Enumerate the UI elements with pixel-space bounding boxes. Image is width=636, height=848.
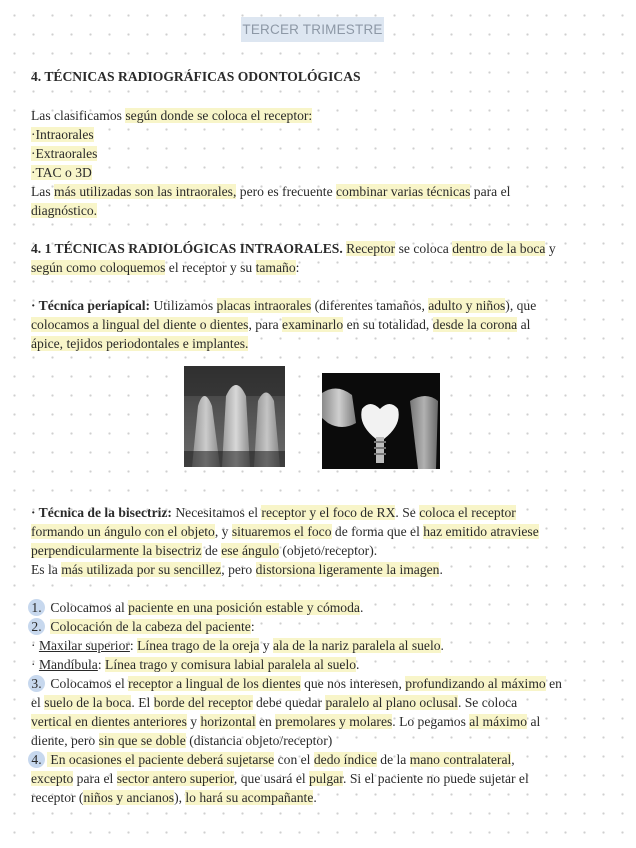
step-3-line: vertical en dientes anteriores y horizontal en premolares y molares. Lo pegamos al máximo al bbox=[31, 714, 541, 729]
list-item: ·Intraorales bbox=[31, 127, 94, 142]
bisectriz-line: · Técnica de la bisectriz: Necesitamos el receptor y el foco de RX. Se coloca el receptor bbox=[31, 505, 516, 520]
bisectriz-line: Es la más utilizada por su sencillez, pero distorsiona ligeramente la imagen. bbox=[31, 562, 443, 577]
summary-line: Las más utilizadas son las intraorales, pero es frecuente combinar varias técnicas para el bbox=[31, 184, 511, 199]
header-tag: TERCER TRIMESTRE bbox=[241, 17, 384, 42]
step-2-mandibula: · Mandíbula: Línea trago y comisura labial paralela al suelo. bbox=[31, 657, 360, 672]
intro-line: Las clasificamos según donde se coloca el receptor: bbox=[31, 108, 313, 123]
step-number-badge: 1. bbox=[28, 599, 45, 616]
step-2-maxilar: · Maxilar superior: Línea trago de la oreja y ala de la nariz paralela al suelo. bbox=[31, 638, 444, 653]
step-3-line: el suelo de la boca. El borde del receptor debe quedar paralelo al plano oclusal. Se coloca bbox=[31, 695, 518, 710]
bisectriz-line: perpendicularmente la bisectriz de ese ángulo (objeto/receptor). bbox=[31, 543, 378, 558]
step-number-badge: 4. bbox=[28, 751, 45, 768]
periapical-line: ápice, tejidos periodontales e implantes. bbox=[31, 336, 249, 351]
bisectriz-line: formando un ángulo con el objeto, y situaremos el foco de forma que el haz emitido atraviese bbox=[31, 524, 539, 539]
section-title: 4. TÉCNICAS RADIOGRÁFICAS ODONTOLÓGICAS bbox=[31, 69, 361, 84]
step-4: 4. En ocasiones el paciente deberá sujetarse con el dedo índice de la mano contralateral, bbox=[31, 750, 515, 769]
summary-line: diagnóstico. bbox=[31, 203, 98, 218]
list-item: ·Extraorales bbox=[31, 146, 98, 161]
step-4-line: receptor (niños y ancianos), lo hará su acompañante. bbox=[31, 790, 317, 805]
step-3-line: diente, pero sin que se doble (distancia objeto/receptor) bbox=[31, 733, 333, 748]
step-1: 1. Colocamos al paciente en una posición estable y cómoda. bbox=[31, 598, 363, 617]
periapical-xray-image bbox=[184, 366, 285, 467]
step-2: 2. Colocación de la cabeza del paciente: bbox=[31, 617, 255, 636]
subsection-title: 4. 1 TÉCNICAS RADIOLÓGICAS INTRAORALES. Receptor se coloca dentro de la boca y bbox=[31, 241, 556, 256]
step-number-badge: 2. bbox=[28, 618, 45, 635]
paragraph-line: según como coloquemos el receptor y su tamaño: bbox=[31, 260, 300, 275]
step-number-badge: 3. bbox=[28, 675, 45, 692]
list-item: ·TAC o 3D bbox=[31, 165, 92, 180]
periapical-line: colocamos a lingual del diente o dientes, para examinarlo en su totalidad, desde la corona al bbox=[31, 317, 531, 332]
periapical-line: · Técnica periapical: Utilizamos placas intraorales (diferentes tamaños, adulto y niños), que bbox=[31, 298, 537, 313]
step-3: 3. Colocamos el receptor a lingual de los dientes que nos interesen, profundizando al máximo en bbox=[31, 674, 562, 693]
bitewing-xray-image bbox=[322, 373, 440, 469]
step-4-line: excepto para el sector antero superior, que usará el pulgar. Si el paciente no puede sujetar el bbox=[31, 771, 529, 786]
